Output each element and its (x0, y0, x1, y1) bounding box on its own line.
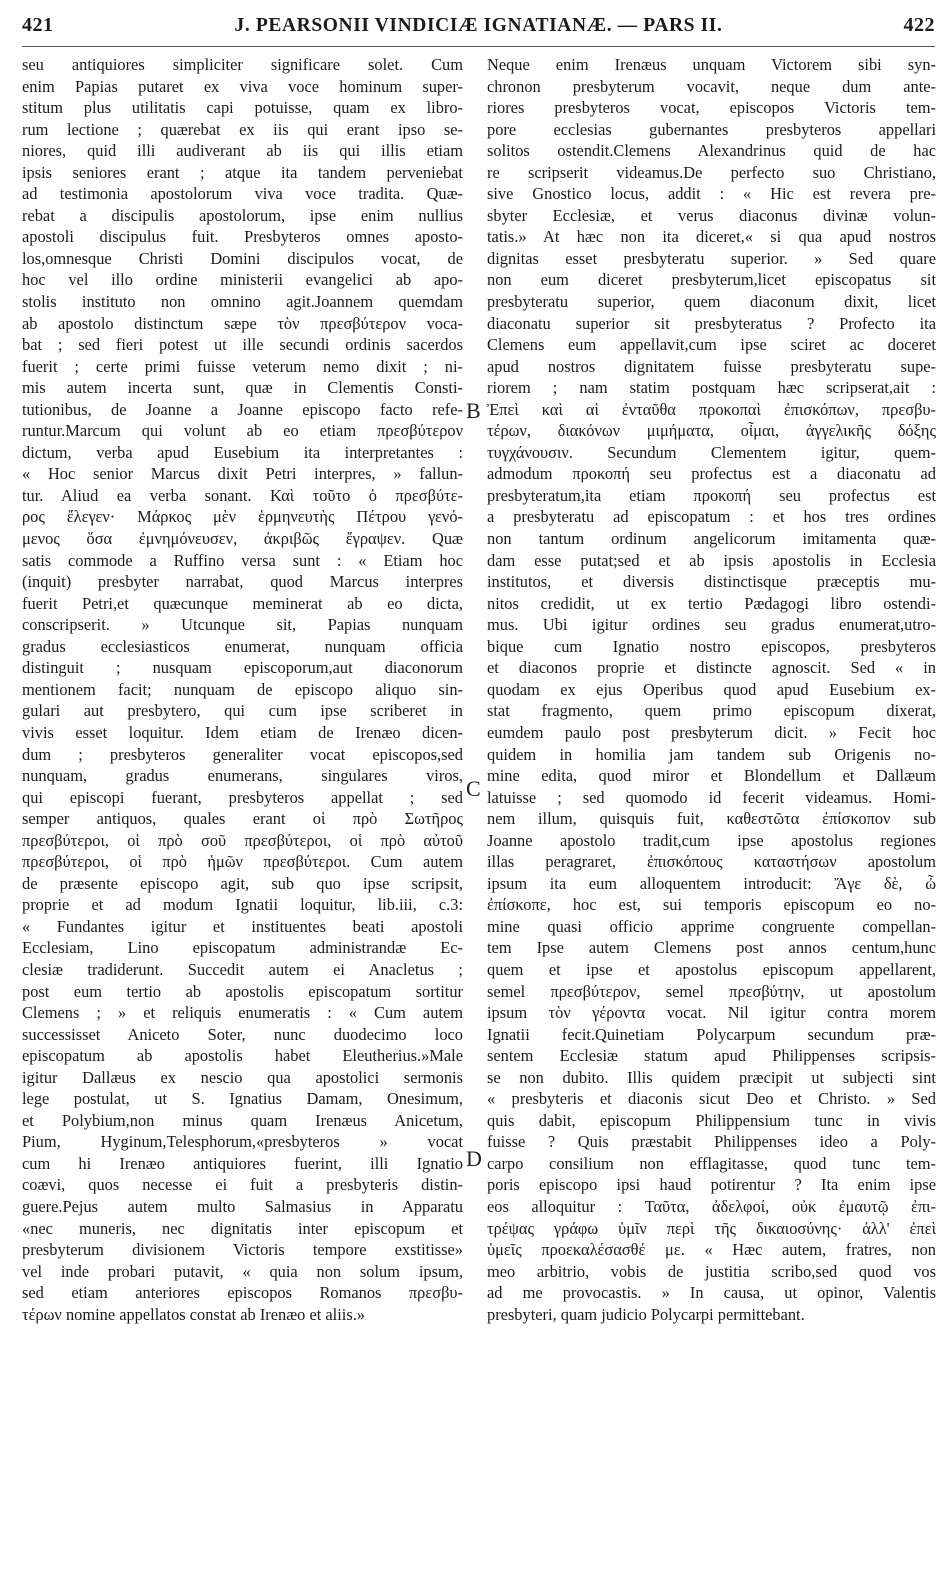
left-column-line: tutionibus, de Joanne a Joanne episcopo facto refe- (22, 399, 463, 419)
right-column-line: dam esse putat;sed et ab ipsis apostolis in Ecclesia (487, 550, 936, 570)
right-column-line: latuisse ; sed quomodo id fecerit videamus. Homi- (487, 787, 936, 807)
left-column-line: lege postulat, ut S. Ignatius Damam, Onesimum, (22, 1089, 463, 1109)
header-rule (22, 46, 935, 47)
right-column-line: apud nostros dignitatem fuisse presbyteratu supe- (487, 356, 936, 376)
left-column-line: ab apostolo distinctum sæpe τὸν πρεσβύτερον voca- (22, 313, 463, 333)
right-column-line: eumdem paulo post presbyterum dicit. » Fecit hoc (487, 722, 936, 742)
left-column-line: runtur.Marcum qui volunt ab eo etiam πρεσβύτερον (22, 421, 463, 441)
right-column-line: Ignatii fecit.Quinetiam Polycarpum secundum præ- (487, 1024, 936, 1044)
right-column-line: ipsum ita eum alloquentem introducit: Ἄγε δὲ, ὦ (487, 873, 936, 893)
left-column-line: vel inde probari putavit, « quia non solum ipsum, (22, 1261, 463, 1281)
left-column-line: niores, quid illi audiverant ab iis qui illis etiam (22, 141, 463, 161)
left-column-line: sed etiam anteriores episcopos Romanos πρεσβυ- (22, 1283, 463, 1303)
right-column-line: non tantum ordinum angelicorum imitamenta quæ- (487, 529, 936, 549)
left-column-line: presbyterum divisionem Victoris tempore exstitisse» (22, 1240, 463, 1260)
left-column-line: coævi, quos necesse ei fuit a presbyteris distin- (22, 1175, 463, 1195)
left-column-line: dictum, verba apud Eusebium ita interpretantes : (22, 442, 463, 462)
left-column-line: μενος ὅσα ἐμνημόνευσεν, ἀκριβῶς ἔγραψεν. Quæ (22, 529, 463, 549)
right-column-line: Neque enim Irenæus unquam Victorem sibi syn- (487, 55, 936, 74)
right-column-line: quidem in homilia jam tandem sub Origenis no- (487, 744, 936, 764)
right-column-line: Ἐπεὶ καὶ αἱ ἐνταῦθα προκοπαὶ ἐπισκόπων, πρεσβυ- (487, 399, 936, 419)
left-column-line: successisset Aniceto Soter, nunc duodecimo loco (22, 1024, 463, 1044)
left-column-line: Pium, Hyginum,Telesphorum,«presbyteros » vocat (22, 1132, 463, 1152)
left-column-line: los,omnesque Christi Domini discipulos vocat, de (22, 248, 463, 268)
left-column-line: πρεσβύτεροι, οἱ πρὸ σοῦ πρεσβύτεροι, οἱ πρὸ αὐτοῦ (22, 830, 463, 850)
right-column-line: τέρων, διακόνων μιμήματα, οἶμαι, ἀγγελικῆς δόξης (487, 421, 936, 441)
right-column-line: riorem ; nam statim postquam hæc scripserat,ait : (487, 378, 936, 398)
right-column-line: ad me provocastis. » In causa, ut opinor, Valentis (487, 1283, 936, 1303)
right-column-line: sbyter Ecclesiæ, et verus diaconus divinæ volun- (487, 205, 936, 225)
left-column-line: post eum tertio ab apostolis episcopatum sortitur (22, 981, 463, 1001)
right-column-line: τυγχάνουσιν. Secundum Clementem igitur, quem- (487, 442, 936, 462)
right-column-line: se non dubito. Illis quidem præcipit ut subjecti sint (487, 1067, 936, 1087)
left-column-line: πρεσβύτεροι, οἱ πρὸ ἡμῶν πρεσβύτεροι. Cum autem (22, 852, 463, 872)
left-column-line: distinguit ; nusquam episcoporum,aut diaconorum (22, 658, 463, 678)
right-column-line: presbyteratum,ita etiam προκοπή seu profectus est (487, 485, 936, 505)
left-column-line: stitum plus utilitatis capi potuisse, quam ex libro- (22, 98, 463, 118)
right-column-line: meo arbitrio, vobis de justitia scribo,sed quod vos (487, 1261, 936, 1281)
left-column-line: dum ; presbyteros generaliter vocat episcopos,sed (22, 744, 463, 764)
left-column-line: (inquit) presbyter narrabat, quod Marcus interpres (22, 572, 463, 592)
right-column-line: illas peragraret, ἐπισκόπους καταστήσων apostolum (487, 852, 936, 872)
right-column-line: τρέψας γράφω ὑμῖν περὶ τῆς δικαιοσύνης· ἀλλ' ἐπεὶ (487, 1218, 936, 1238)
left-column-line: tur. Aliud ea verba sonant. Καὶ τοῦτο ὁ πρεσβύτε- (22, 485, 463, 505)
left-column-line: episcopatum ab apostolis habet Eleutherius.»Male (22, 1046, 463, 1066)
right-column-line: quem et ipse et apostolus episcopum appellarent, (487, 959, 936, 979)
right-column-line: ὑμεῖς προεκαλέσασθέ με. « Hæc autem, fratres, non (487, 1240, 936, 1260)
right-column-line: non eum diceret presbyterum,licet episcopatus sit (487, 270, 936, 290)
left-column-line: fuerit Petri,et quæcunque meminerat ab eo dicta, (22, 593, 463, 613)
right-column (487, 54, 936, 1325)
right-column-line: ipsum τὸν γέροντα vocat. Nil igitur contra morem (487, 1003, 936, 1023)
left-column-line: mis autem incerta sunt, quæ in Clementis Consti- (22, 378, 463, 398)
left-column-line: « Fundantes igitur et instituentes beati apostoli (22, 916, 463, 936)
left-column-line: cum hi Irenæo antiquiores fuerint, illi Ignatio (22, 1153, 463, 1173)
margin-mark-d: D (466, 1146, 482, 1171)
right-column-line: ἐπίσκοπε, hoc est, sui temporis episcopum eo no- (487, 895, 936, 915)
right-column-line: solitos ostendit.Clemens Alexandrinus quid de hac (487, 141, 936, 161)
left-column-line: et Polybium,non minus quam Irenæus Anicetum, (22, 1110, 463, 1130)
left-column-line: ρος ἔλεγεν· Μάρκος μὲν ἑρμηνευτὴς Πέτρου γενό- (22, 507, 463, 527)
right-column-line: institutos, et diversis distinctisque præceptis mu- (487, 572, 936, 592)
right-column-line: re scripserit videamus.De perfecto suo Christiano, (487, 162, 936, 182)
left-column-line: guere.Pejus autem multo Salmasius in Apparatu (22, 1196, 463, 1216)
right-column-line: quis dabit, episcopum Philippensium tunc in vivis (487, 1110, 936, 1130)
right-column-line: quodam ex ejus Operibus quod apud Eusebium ex- (487, 679, 936, 699)
left-column-line: seu antiquiores simpliciter significare solet. Cum (22, 55, 463, 74)
right-column-line: presbyteratu superior, quem diaconum dixit, licet (487, 292, 936, 312)
left-column-line: «nec muneris, nec dignitatis inter episcopum et (22, 1218, 463, 1238)
left-column (22, 54, 463, 1325)
right-column-line: nem illum, quisquis fuit, καθεστῶτα ἐπίσκοπον sub (487, 809, 936, 829)
left-column-line: clesiæ tradiderunt. Succedit autem ei Anacletus ; (22, 959, 463, 979)
left-column-line: τέρων nomine appellatos constat ab Irenæo et aliis.» (22, 1304, 365, 1324)
left-column-line: gulari aut presbytero, qui cum ipse scriberet in (22, 701, 463, 721)
page-number-left: 421 (22, 14, 54, 36)
left-column-line: de præsente episcopo agit, sub quo ipse scripsit, (22, 873, 463, 893)
right-column-line: stat fragmento, quem primo episcopum dixerat, (487, 701, 936, 721)
left-column-line: satis commode a Ruffino versa sunt : « Etiam hoc (22, 550, 463, 570)
right-column-line: carpo consilium non efflagitasse, quod tunc tem- (487, 1153, 936, 1173)
left-column-line: vivis esset loquitur. Idem etiam de Irenæo dicen- (22, 722, 463, 742)
right-column-line: tatis.» At hæc non ita diceret,« si qua apud nostros (487, 227, 936, 247)
right-column-line: dignitas esset presbyteratu superior. » Sed quare (487, 248, 936, 268)
right-column-line: sentem Ecclesiæ statum apud Philippenses scripsis- (487, 1046, 936, 1066)
left-column-line: enim Papias putaret ex viva voce hominum super- (22, 76, 463, 96)
right-column-line: Joanne apostolo tradit,cum ipse apostolus regiones (487, 830, 936, 850)
right-column-line: diaconatu superior sit presbyteratus ? Profecto ita (487, 313, 936, 333)
left-column-line: mentionem facit; nunquam de episcopo aliquo sin- (22, 679, 463, 699)
left-column-line: hoc vel illo ordine ministerii evangelici ab apo- (22, 270, 463, 290)
right-column-line: sive Gnostico locus, addit : « Hic est revera pre- (487, 184, 936, 204)
margin-mark-b: B (466, 398, 481, 423)
left-column-line: Ecclesiam, Lino episcopatum administrandæ Ec- (22, 938, 463, 958)
right-column-line: mine edita, quod miror et Blondellum et Dallæum (487, 766, 936, 786)
right-column-line: et diaconos proprie et distincte agnoscit. Sed « in (487, 658, 936, 678)
right-column-line: fuisse ? Quis præstabit Philippenses ideo a Poly- (487, 1132, 936, 1152)
right-column-line: tem Ipse autem Clemens post annos centum,hunc (487, 938, 936, 958)
left-column-line: apostoli discipulus fuit. Presbyteros omnes aposto- (22, 227, 463, 247)
left-column-line: fuerit ; certe primi fuisse veterum nemo dixit ; ni- (22, 356, 463, 376)
left-column-line: Clemens ; » et reliquis enumeratis : « Cum autem (22, 1003, 463, 1023)
right-column-line: pore ecclesias gubernantes presbyteros appellari (487, 119, 936, 139)
right-column-line: mus. Ubi igitur ordines seu gradus enumerat,utro- (487, 615, 936, 635)
left-column-line: proprie et ad modum Ignatii loquitur, lib.iii, c.3: (22, 895, 463, 915)
running-title: J. PEARSONII VINDICIÆ IGNATIANÆ. — PARS II. (234, 15, 723, 36)
page-header (22, 14, 935, 44)
left-column-line: semper antiquos, quales erant οἱ πρὸ Σωτῆρος (22, 809, 463, 829)
right-column-line: eos alloquitur : Ταῦτα, ἀδελφοί, οὐκ ἐμαυτῷ ἐπι- (487, 1196, 936, 1216)
right-column-line: poris episcopo ipsi haud potirentur ? Ita enim ipse (487, 1175, 936, 1195)
right-column-line: Clemens eum appellavit,cum ipse sciret ac doceret (487, 335, 936, 355)
right-column-line: bique cum Ignatio nostro episcopos, presbyteros (487, 636, 936, 656)
right-column-line: riores presbyteros vocat, episcopos Victoris tem- (487, 98, 936, 118)
left-column-line: nunquam, gradus enumerans, singulares viros, (22, 766, 463, 786)
left-column-line: ad testimonia apostolorum viva voce tradita. Quæ- (22, 184, 463, 204)
right-column-line: « presbyteris et diaconis sicut Deo et Christo. » Sed (487, 1089, 936, 1109)
right-column-line: nitos credidit, ut ex tertio Pædagogi libro ostendi- (487, 593, 936, 613)
left-column-line: qui episcopi fuerant, presbyteros appellat ; sed (22, 787, 463, 807)
left-column-line: stolis instituto non omnino agit.Joannem quemdam (22, 292, 463, 312)
margin-mark-c: C (466, 776, 481, 801)
left-column-line: « Hoc senior Marcus dixit Petri interpres, » fallun- (22, 464, 463, 484)
right-column-line: a presbyteratu ad episcopatum : et hos tres ordines (487, 507, 936, 527)
right-column-line: chronon presbyterum vocavit, neque dum ante- (487, 76, 936, 96)
left-column-line: rebat a discipulis apostolorum, ipse enim nullius (22, 205, 463, 225)
left-column-line: ipsis seniores erant ; atque ita tandem perveniebat (22, 162, 463, 182)
right-column-line: semel πρεσβύτερον, semel πρεσβύτην, ut apostolum (487, 981, 936, 1001)
right-column-line: admodum προκοπή seu profectus est a diaconatu ad (487, 464, 936, 484)
right-column-line: presbyteri, quam judicio Polycarpi permittebant. (487, 1304, 805, 1324)
left-column-line: gradus ecclesiasticos enumerat, nunquam officia (22, 636, 463, 656)
left-column-line: bat ; sed fieri potest ut ille secundi ordinis sacerdos (22, 335, 463, 355)
left-column-line: conscripserit. » Utcunque sit, Papias nunquam (22, 615, 463, 635)
page-number-right: 422 (903, 14, 935, 36)
left-column-line: rum lectione ; quærebat ex iis qui erant ipso se- (22, 119, 463, 139)
left-column-line: igitur Dallæus ex nescio qua apostolici sermonis (22, 1067, 463, 1087)
right-column-line: mine quasi officio apprime congruente compellan- (487, 916, 936, 936)
